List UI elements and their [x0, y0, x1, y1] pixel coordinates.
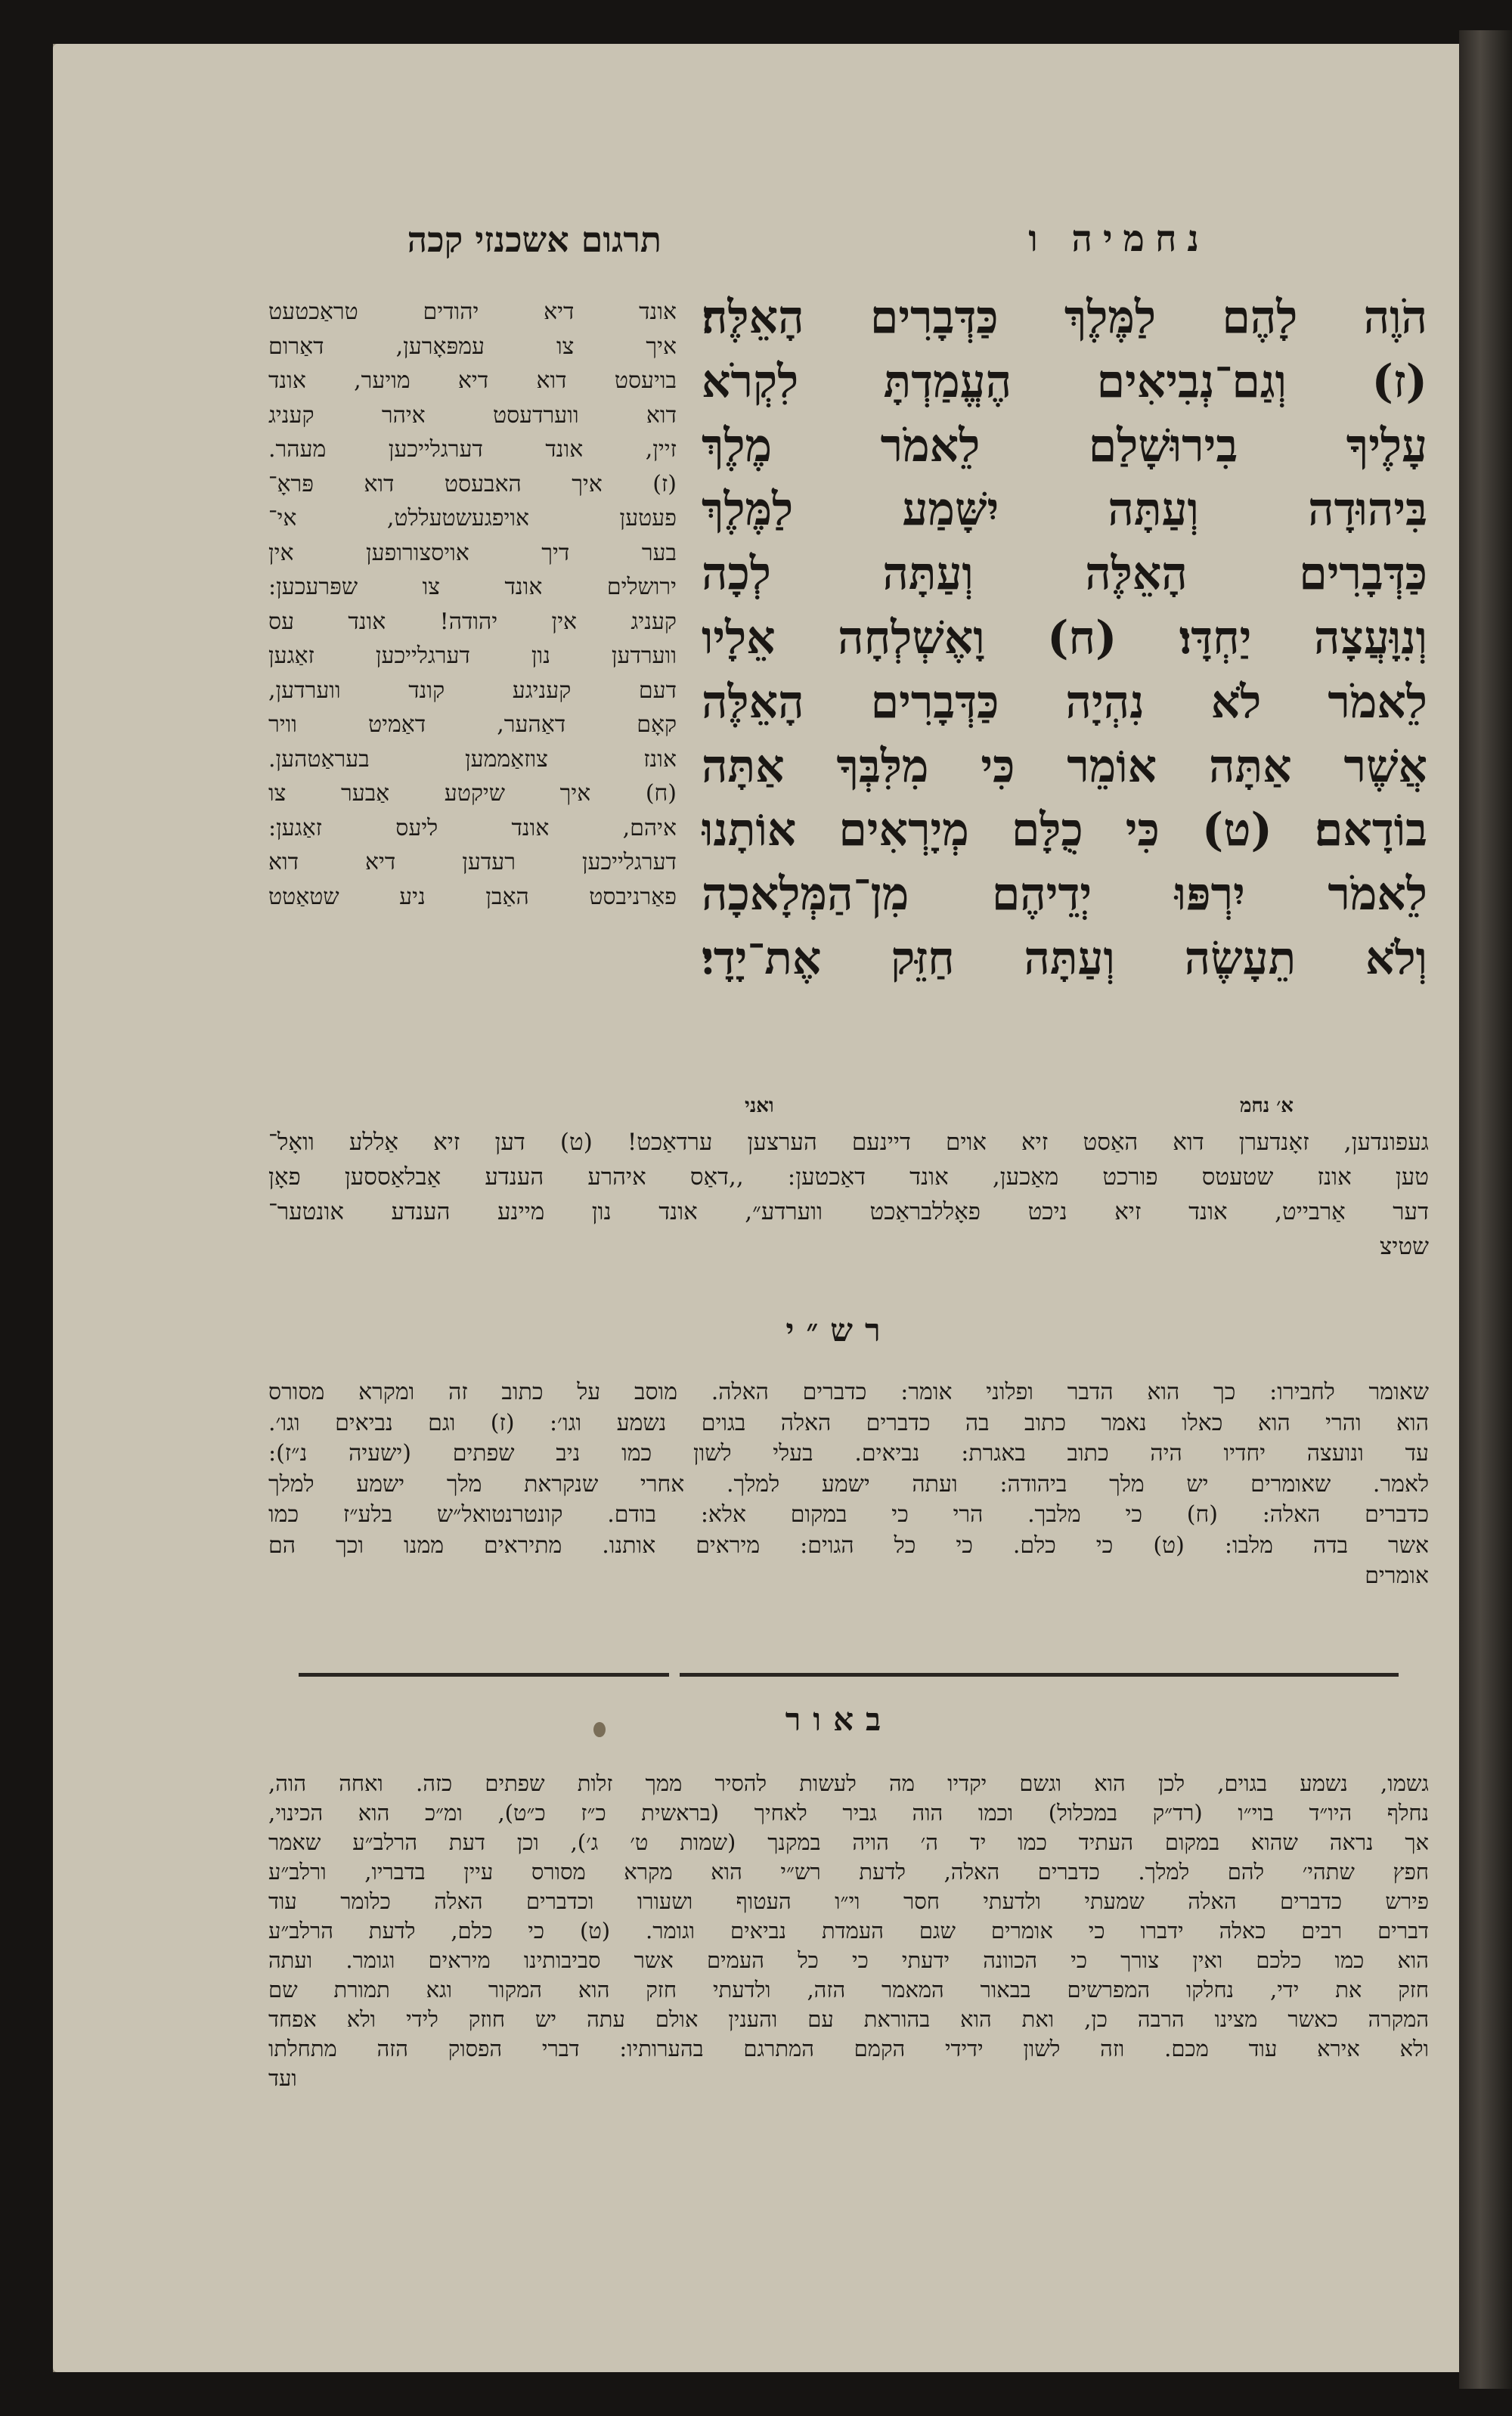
- running-title: נחמיה ו: [1028, 218, 1210, 260]
- bible-line: הֹוֶה לָהֶם לַמֶּלֶךְ כַּדְּבָרִים הָאֵלֶּה׃: [702, 291, 1427, 344]
- targum-line: איך צו עמפּאָרען, דאַרום: [268, 333, 677, 360]
- rashi-line: הוא והרי הוא כאלו נאמר כתוב בה כדברים האלה בגוים נשמע וגו׳: (ז) וגם נביאים וגו׳.: [268, 1409, 1429, 1436]
- targum-line: ירושלים אונד צו שפּרעכען:: [268, 574, 677, 600]
- targum-continuation-line: שטיצ: [1379, 1233, 1429, 1260]
- targum-text: [268, 295, 677, 914]
- targum-continuation-line: טען אונז שטעטס פורכט מאַכען, אונד דאַכטען: ,,דאַס איהרע הענדע אַבלאַססען פאָן: [268, 1163, 1429, 1191]
- bible-line: לֵאמֹר יִרְפּוּ יְדֵיהֶם מִן־הַמְּלָאכָה: [702, 868, 1427, 921]
- targum-line: קאָם דאַהער, דאַמיט וויר: [268, 711, 677, 738]
- biur-line: דברים רבים כאלה ידברו כי אומרים שגם העמדת נביאים וגומר. (ט) כי כלם, לדעת הרלב״ע: [268, 1918, 1429, 1944]
- targum-line: (ז) איך האבעסט דוא פּראָ־: [268, 470, 677, 497]
- section-divider: [299, 1673, 1399, 1677]
- bible-line: עָלֶיךָ בִירוּשָׁלַם לֵאמֹר מֶלֶךְ: [702, 419, 1427, 472]
- rashi-line: לאמר. שאומרים יש מלך ביהודה: ועתה ישמע למלך. אחרי שנקראת מלך ישמע למלך: [268, 1470, 1429, 1498]
- biur-line: נחלף היו״ד בוי״ו (רד״ק במכלול) וכמו הוה גביר לאחיך (בראשית כ״ז כ״ט), ומ״כ הוא הכינוי,: [268, 1800, 1429, 1826]
- targum-line: דוא ווערדעסט איהר קעניג: [268, 401, 677, 429]
- targum-continuation: [268, 1125, 1429, 1264]
- targum-continuation-line: געפונדען, זאָנדערן דוא האַסט זיא אוים דיינעם הערצען ערדאַכט! (ט) דען זיא אַללע וואָל־: [268, 1129, 1429, 1156]
- bible-line: בוֹדָאם׃ (ט) כִּי כֻלָּם מְיָרְאִים אוֹתָנוּ: [702, 804, 1427, 857]
- targum-title: תרגום אשכנזי קכה: [407, 219, 662, 260]
- rashi-line: שאומר לחבירו: כך הוא הדבר ופלוני אומר: כדברים האלה. מוסב על כתוב זה ומקרא מסורס: [268, 1379, 1429, 1405]
- biur-line: פירש כדברים האלה שמעתי ולדעתי חסר וי״ו העטוף ושעורו וכדברים האלה כלומר עוד: [268, 1888, 1429, 1914]
- rashi-line: כדברים האלה: (ח) כי מלבך. הרי כי במקום אלא: בודם. קונטרנטואל״ש בלע״ז כמו: [268, 1501, 1429, 1528]
- biur-line: ועד: [268, 2065, 297, 2091]
- catchword-left: ואני: [745, 1095, 774, 1117]
- targum-line: ווערדען נון דערגלייכען זאַגען: [268, 643, 677, 669]
- catchword-right: א׳ נחמ: [1240, 1095, 1294, 1117]
- targum-continuation-line: דער אַרבייט, אונד זיא ניכט פאָללבראַכט ווערדע״, אונד נון מיינע הענדע אונטער־: [268, 1198, 1429, 1225]
- targum-line: בויעסט דוא דיא מויער, אונד: [268, 367, 677, 394]
- targum-line: אונז צוזאַממען בעראַטהען.: [268, 745, 677, 773]
- targum-line: בער דיך אויסצורופען אין: [268, 539, 677, 566]
- bible-line: כַּדְּבָרִים הָאֵלֶּה וְעַתָּה לְכָה: [702, 547, 1427, 601]
- page-edge-right: [1459, 30, 1512, 2389]
- targum-line: פעטען אויפגעשטעללט, אי־: [268, 505, 677, 531]
- biur-commentary: [268, 1769, 1429, 2093]
- biur-line: ולא אירא עוד מכם. וזה לשון ידידי הקמם המתרגם בהערותיו: דברי הפסוק הזה מתחלתו: [268, 2036, 1429, 2061]
- targum-line: זיין, אונד דערגלייכען מעהר.: [268, 436, 677, 463]
- targum-line: איהם, אונד ליעס זאַגען:: [268, 814, 677, 841]
- bible-line: וְלֹא תֵעָשֶׂה וְעַתָּה חַזֵּק אֶת־יָדָי׃: [702, 931, 1427, 985]
- bible-line: וְנִוָּעֲצָה יַחְדָּו׃ (ח) וָאֶשְׁלְחָה אֵלָיו: [702, 611, 1427, 664]
- biur-line: גשמו, נשמע בגוים, לכן הוא וגשם יקדיו מה לעשות להסיר ממך זלות שפתים כזה. ואחה הוה,: [268, 1770, 1429, 1796]
- rashi-commentary: [268, 1377, 1429, 1592]
- bible-text: [702, 286, 1427, 991]
- bible-line: (ז) וְגַם־נְבִיאִים הֶעֱמַדְתָּ לִקְרֹא: [702, 355, 1427, 408]
- rashi-line: אשר בדה מלבו: (ט) כי כלם. כי כל הגוים: מיראים אותנו. מתיראים ממנו וכך הם: [268, 1532, 1429, 1559]
- biur-line: הוא כמו כלכם ואין צורך כי הכוונה ידעתי כי כל העמים אשר סביבותינו מיראים וגומר. ועתה: [268, 1947, 1429, 1973]
- divider-break: [669, 1669, 680, 1680]
- targum-line: אונד דיא יהודים טראַכטעט: [268, 299, 677, 325]
- targum-line: פאַרניבסט האַבן ניע שטאַטט: [268, 883, 677, 910]
- biur-title: באור: [785, 1701, 894, 1738]
- biur-line: המקרה כאשר מצינו הרבה כן, ואת הוא בהוראת עם והענין אולם עתה יש חוזק לידי ולא אפחד: [268, 2006, 1429, 2032]
- targum-line: קעניג אין יהודה! אונד עס: [268, 608, 677, 635]
- biur-line: חפץ שתהי׳ להם למלך. כדברים האלה, לדעת רש״י הוא מקרא מסורס עיין בדבריו, ורלב״ע: [268, 1859, 1429, 1885]
- bible-line: לֵאמֹר לֹא נִהְיָה כַּדְּבָרִים הָאֵלֶּה: [702, 675, 1427, 729]
- biur-line: אך נראה שהוא במקום העתיד כמו יד ה׳ הויה במקנך (שמות ט׳ ג׳), וכן דעת הרלב״ע שאמר: [268, 1829, 1429, 1855]
- targum-line: דעם קעניגע קונד ווערדען,: [268, 677, 677, 704]
- targum-line: דערגלייכען רעדען דיא דוא: [268, 849, 677, 875]
- rashi-title: רש״י: [785, 1312, 893, 1349]
- bible-line: אֲשֶׁר אַתָּה אוֹמֵר כִּי מִלִּבְּךָ אַתָּה: [702, 739, 1427, 793]
- targum-line: (ח) איך שיקטע אַבער צו: [268, 780, 677, 807]
- ink-blot: [593, 1722, 606, 1737]
- biur-line: חזק את ידי, נחלקו המפרשים בבאור המאמר הזה, ולדעתי חזק הוא המקור וגא תמורת שם: [268, 1977, 1429, 2002]
- bible-line: בִּיהוּדָה וְעַתָּה יִשָּׁמַע לַמֶּלֶךְ: [702, 483, 1427, 537]
- rashi-line: עד ונועצה יחדיו היה כתוב באגרת: נביאים. בעלי לשון כמו ניב שפתים (ישעיה נ״ז):: [268, 1440, 1429, 1467]
- rashi-line: אומרים: [1365, 1563, 1429, 1589]
